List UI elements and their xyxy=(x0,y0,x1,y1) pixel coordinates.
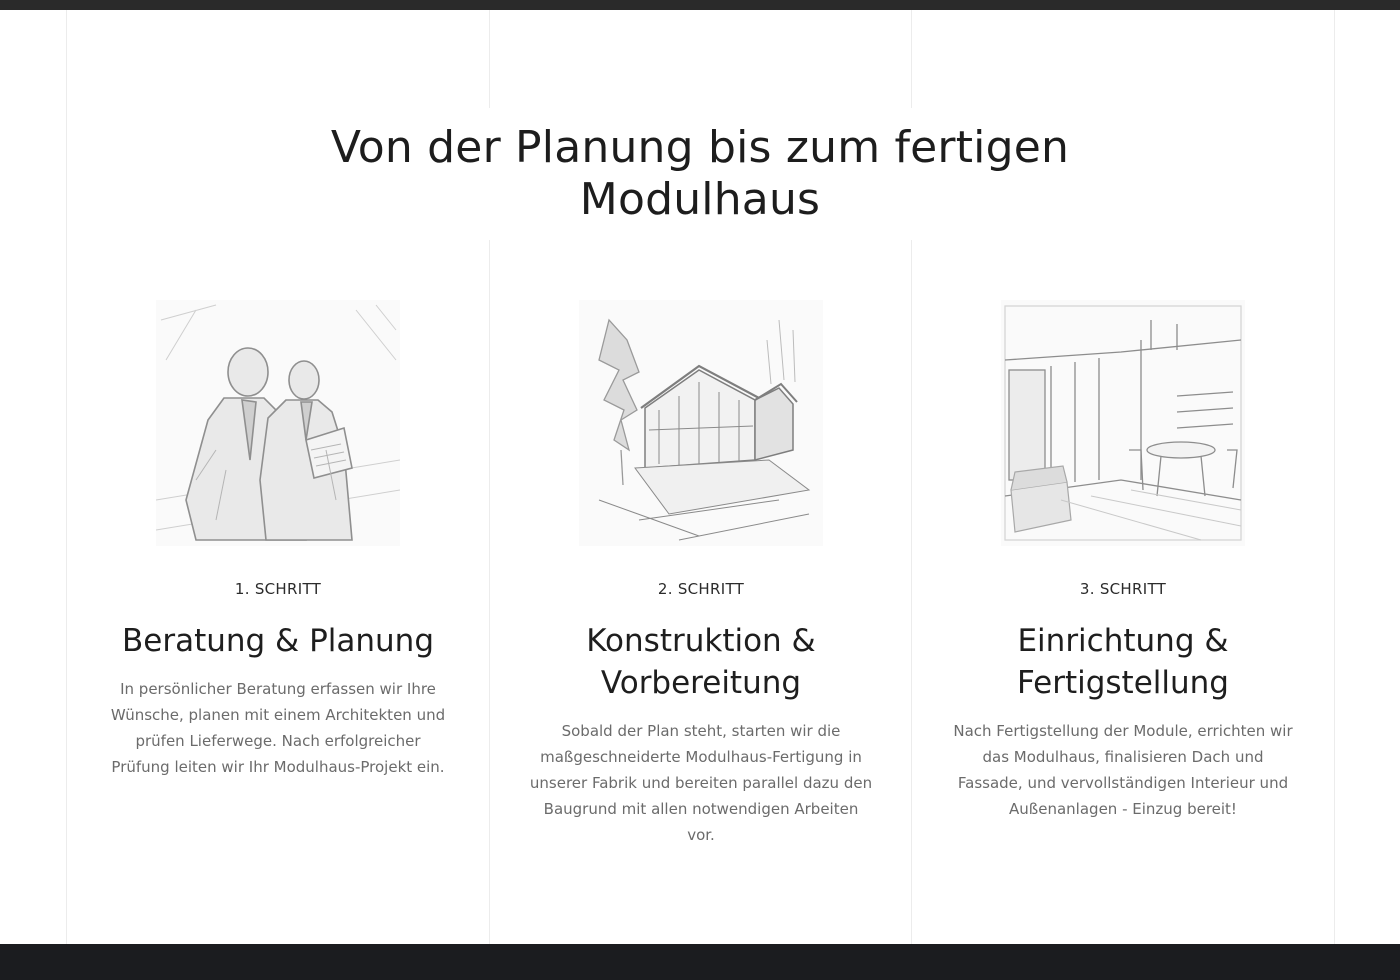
step-heading: Einrichtung & Fertigstellung xyxy=(1017,623,1229,701)
step-card-3 xyxy=(912,300,1334,822)
step-heading: Beratung & Planung xyxy=(121,623,434,659)
house-sketch-image xyxy=(579,300,823,546)
interior-sketch-image xyxy=(1001,300,1245,546)
step-card-1 xyxy=(67,300,489,780)
step-label: 3. SCHRITT xyxy=(1079,580,1167,598)
section-title-wrap xyxy=(260,108,1140,240)
section-title: Von der Planung bis zum fertigen Modulhaus xyxy=(330,122,1070,225)
grid-line xyxy=(1334,10,1335,944)
top-bar xyxy=(0,0,1400,10)
step-label: 2. SCHRITT xyxy=(657,580,745,598)
step-description: In persönlicher Beratung erfassen wir Ihre Wünsche, planen mit einem Architekten und prüfen Lieferwege. Nach erfolgreicher Prüfung leiten wir Ihr Modulhaus-Projekt ein. xyxy=(110,680,446,776)
consultation-sketch-image xyxy=(156,300,400,546)
step-description: Sobald der Plan steht, starten wir die maßgeschneiderte Modulhaus-Fertigung in unserer Fabrik und bereiten parallel dazu den Baugrund mit allen notwendigen Arbeiten vor. xyxy=(529,722,873,844)
footer-bar xyxy=(0,944,1400,980)
step-heading: Konstruktion & Vorbereitung xyxy=(586,623,816,701)
step-card-2 xyxy=(490,300,912,848)
step-label: 1. SCHRITT xyxy=(234,580,322,598)
step-description: Nach Fertigstellung der Module, errichten wir das Modulhaus, finalisieren Dach und Fassade, und vervollständigen Interieur und Außenanlagen - Einzug bereit! xyxy=(953,722,1293,818)
